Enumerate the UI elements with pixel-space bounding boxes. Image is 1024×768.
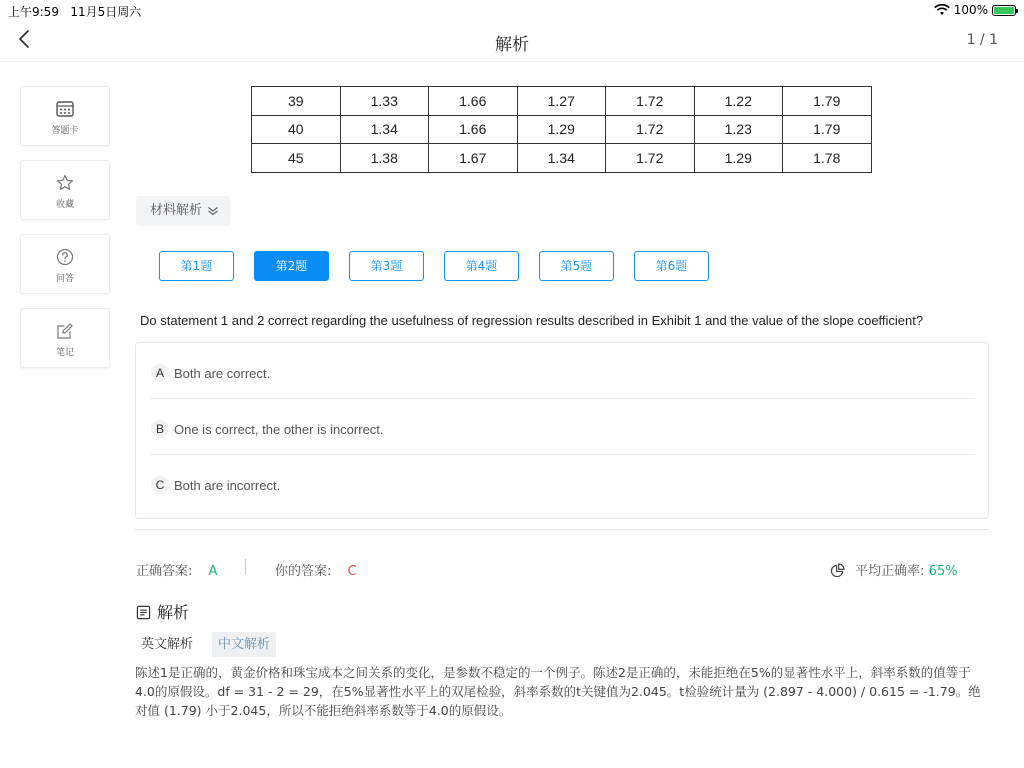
table-cell: 1.67	[429, 144, 518, 173]
tab-chinese-analysis[interactable]: 中文解析	[212, 632, 276, 657]
analysis-title: 解析	[157, 603, 190, 622]
table-cell: 1.27	[517, 87, 606, 116]
average-accuracy-value: 65%	[928, 564, 958, 579]
page-title: 解析	[495, 35, 529, 55]
status-right	[934, 3, 1016, 17]
table-cell: 1.72	[606, 87, 695, 116]
table-cell: 1.29	[694, 144, 783, 173]
table-cell: 1.29	[517, 115, 606, 144]
question-tab-4[interactable]: 第4题	[444, 251, 519, 281]
status-date: 11月5日周六	[70, 5, 142, 19]
table-cell: 1.79	[783, 87, 872, 116]
table-cell: 1.72	[606, 115, 695, 144]
question-text: Do statement 1 and 2 correct regarding the usefulness of regression results described in Exhibit 1 and the value of the slope coefficient?	[140, 313, 924, 328]
option-a[interactable]	[150, 345, 974, 401]
status-time-date	[8, 3, 141, 20]
table-cell: 45	[252, 144, 341, 173]
option-letter: C	[151, 476, 169, 494]
table-cell: 39	[252, 87, 341, 116]
question-tab-1[interactable]: 第1题	[159, 251, 234, 281]
average-accuracy-label: 平均正确率:	[855, 564, 925, 579]
sidebar-item-label: 笔记	[55, 348, 74, 358]
table-cell: 1.78	[783, 144, 872, 173]
table-row	[252, 115, 872, 144]
option-text: One is correct, the other is incorrect.	[174, 422, 384, 437]
answer-card-icon	[55, 99, 75, 119]
table-cell: 1.66	[429, 115, 518, 144]
question-tab-5[interactable]: 第5题	[539, 251, 614, 281]
question-tab-6[interactable]: 第6题	[634, 251, 709, 281]
divider	[245, 559, 246, 575]
analysis-text: 陈述1是正确的，黄金价格和珠宝成本之间关系的变化，是参数不稳定的一个例子。陈述2是正确的，未能拒绝在5%的显著性水平上，斜率系数的值等于4.0的原假设。df = 31 - 2 = 29，在5%显著性水平上的双尾检验，斜率系数的t关键值为2.045。t检验统计量为 (2.897 - 4.000) / 0.615 = -1.79。绝对值 (1.79) 小于2.045，所以不能拒绝斜率系数等于4.0的原假设。	[135, 665, 981, 718]
status-bar	[0, 0, 1024, 20]
option-text: Both are incorrect.	[174, 478, 281, 493]
tab-english-analysis[interactable]: 英文解析	[141, 637, 194, 652]
your-answer-value: C	[347, 564, 357, 579]
correct-answer	[136, 560, 217, 579]
option-c[interactable]	[150, 457, 974, 513]
options-box	[135, 342, 989, 519]
table-cell: 1.33	[340, 87, 429, 116]
sidebar-item-qa[interactable]	[20, 234, 110, 294]
table-cell: 1.34	[517, 144, 606, 173]
pie-chart-icon	[830, 563, 845, 578]
average-accuracy	[830, 560, 958, 579]
sidebar-item-answer-card[interactable]	[20, 86, 110, 146]
note-icon	[55, 321, 75, 341]
sidebar-item-label: 收藏	[55, 200, 74, 210]
document-icon	[136, 605, 151, 620]
divider	[150, 454, 974, 455]
question-tab-2[interactable]: 第2题	[254, 251, 329, 281]
material-analysis-label: 材料解析	[150, 203, 203, 218]
sidebar-item-label: 问答	[55, 274, 74, 284]
sidebar-item-favorite[interactable]	[20, 160, 110, 220]
sidebar-item-label: 答题卡	[51, 126, 79, 136]
option-letter: A	[151, 364, 169, 382]
your-answer	[275, 560, 357, 579]
divider	[135, 529, 989, 530]
status-time: 上午9:59	[8, 5, 59, 19]
data-table	[251, 86, 872, 173]
battery-icon	[992, 5, 1016, 16]
wifi-icon	[934, 4, 950, 16]
table-cell: 1.38	[340, 144, 429, 173]
table-cell: 1.22	[694, 87, 783, 116]
option-text: Both are correct.	[174, 366, 271, 381]
table-cell: 1.79	[783, 115, 872, 144]
analysis-heading	[136, 600, 189, 623]
battery-fill	[994, 7, 1014, 14]
table-cell: 1.34	[340, 115, 429, 144]
correct-answer-label: 正确答案:	[136, 564, 193, 579]
table-cell: 1.66	[429, 87, 518, 116]
correct-answer-value: A	[208, 564, 218, 579]
table-cell: 1.23	[694, 115, 783, 144]
nav-bar	[0, 20, 1024, 62]
option-b[interactable]	[150, 401, 974, 457]
table-cell: 1.72	[606, 144, 695, 173]
option-letter: B	[151, 420, 169, 438]
double-chevron-down-icon	[207, 206, 219, 216]
question-tab-3[interactable]: 第3题	[349, 251, 424, 281]
battery-percent: 100%	[953, 3, 988, 17]
material-analysis-button[interactable]	[136, 196, 230, 226]
your-answer-label: 你的答案:	[275, 564, 332, 579]
sidebar-item-notes[interactable]	[20, 308, 110, 368]
star-icon	[55, 173, 75, 193]
question-icon	[55, 247, 75, 267]
table-cell: 40	[252, 115, 341, 144]
table-row	[252, 87, 872, 116]
page-indicator: 1 / 1	[966, 32, 998, 48]
divider	[150, 398, 974, 399]
table-row	[252, 144, 872, 173]
